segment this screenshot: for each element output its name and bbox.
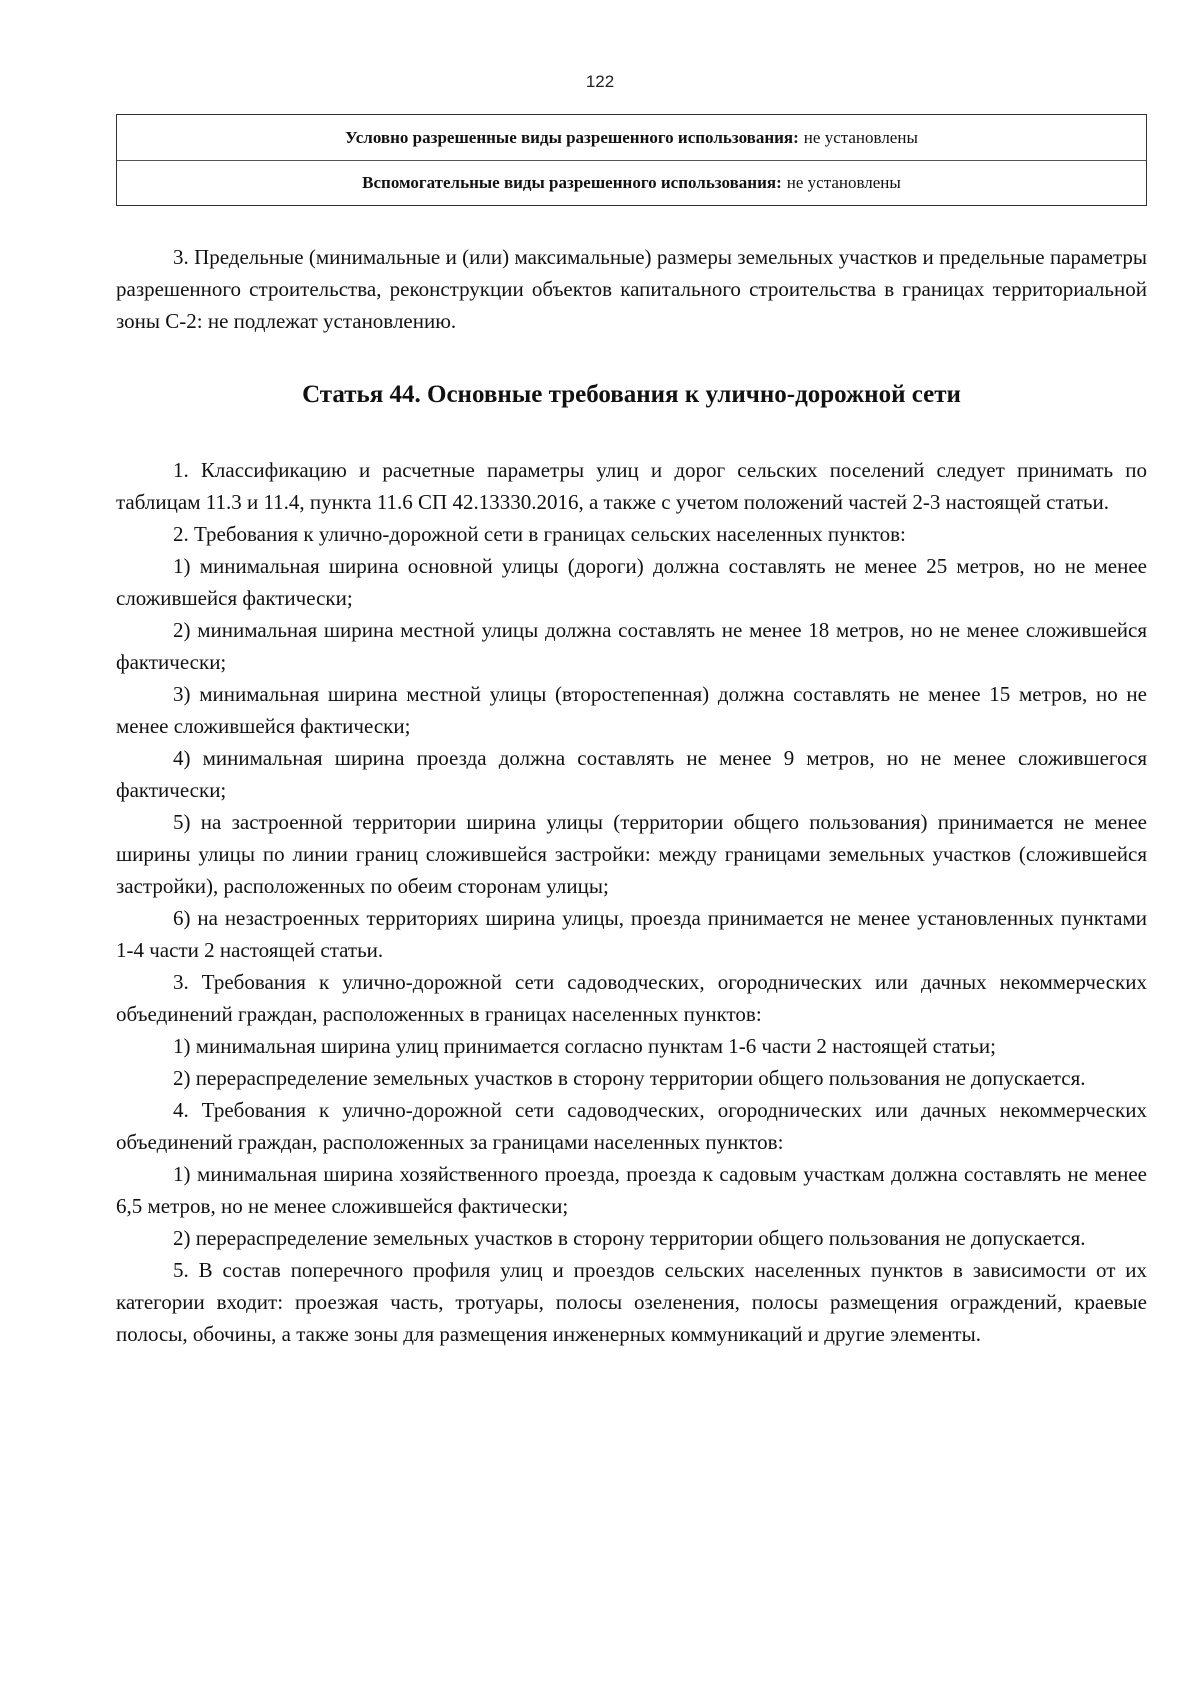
paragraph: 2) минимальная ширина местной улицы должна составлять не менее 18 метров, но не менее сложившейся фактически;	[116, 618, 1147, 674]
paragraph: 2. Требования к улично-дорожной сети в границах сельских населенных пунктов:	[173, 522, 906, 546]
paragraph: 5. В состав поперечного профиля улиц и проездов сельских населенных пунктов в зависимости от их категории входит: проезжая часть, тротуары, полосы озеленения, полосы размещения ограждений, краевые полосы, обочины, а также зоны для размещения инженерных коммуникаций и другие элементы.	[116, 1258, 1147, 1346]
table-row	[117, 115, 1146, 160]
table-row	[117, 160, 1146, 205]
document-body	[116, 241, 1147, 1350]
paragraph: 4) минимальная ширина проезда должна составлять не менее 9 метров, но не менее сложившегося фактически;	[116, 746, 1147, 802]
paragraph: 1) минимальная ширина основной улицы (дороги) должна составлять не менее 25 метров, но не менее сложившейся фактически;	[116, 554, 1147, 610]
paragraph: 2) перераспределение земельных участков в сторону территории общего пользования не допускается.	[173, 1066, 1086, 1090]
paragraph: 3) минимальная ширина местной улицы (второстепенная) должна составлять не менее 15 метров, но не менее сложившейся фактически;	[116, 682, 1147, 738]
paragraph: 3. Требования к улично-дорожной сети садоводческих, огороднических или дачных некоммерческих объединений граждан, расположенных в границах населенных пунктов:	[116, 970, 1147, 1026]
paragraph: 1. Классификацию и расчетные параметры улиц и дорог сельских поселений следует принимать по таблицам 11.3 и 11.4, пункта 11.6 СП 42.13330.2016, а также с учетом положений частей 2-3 настоящей статьи.	[116, 458, 1147, 514]
paragraph: 1) минимальная ширина улиц принимается согласно пунктам 1-6 части 2 настоящей статьи;	[173, 1034, 996, 1058]
paragraph: 6) на незастроенных территориях ширина улицы, проезда принимается не менее установленных пунктами 1-4 части 2 настоящей статьи.	[116, 906, 1147, 962]
article-heading: Статья 44. Основные требования к улично-дорожной сети	[302, 381, 961, 408]
intro-paragraph: 3. Предельные (минимальные и (или) максимальные) размеры земельных участков и предельные параметры разрешенного строительства, реконструкции объектов капитального строительства в границах территориальной зоны С-2: не подлежат установлению.	[116, 245, 1147, 333]
table-row-label: Условно разрешенные виды разрешенного использования:	[345, 127, 799, 147]
paragraph: 2) перераспределение земельных участков в сторону территории общего пользования не допускается.	[173, 1226, 1086, 1250]
table-row-label: Вспомогательные виды разрешенного использования:	[362, 173, 782, 192]
table-row-value: не установлены	[786, 173, 901, 192]
table-row-value: не установлены	[803, 127, 918, 147]
paragraph: 5) на застроенной территории ширина улицы (территории общего пользования) принимается не менее ширины улицы по линии границ сложившейся застройки: между границами земельных участков (сложившейся застройки), расположенных по обеим сторонам улицы;	[116, 810, 1147, 898]
paragraph: 4. Требования к улично-дорожной сети садоводческих, огороднических или дачных некоммерческих объединений граждан, расположенных за границами населенных пунктов:	[116, 1098, 1147, 1154]
permitted-use-table	[116, 114, 1147, 206]
page-number: 122	[585, 72, 615, 91]
paragraph: 1) минимальная ширина хозяйственного проезда, проезда к садовым участкам должна составлять не менее 6,5 метров, но не менее сложившейся фактически;	[116, 1162, 1147, 1218]
